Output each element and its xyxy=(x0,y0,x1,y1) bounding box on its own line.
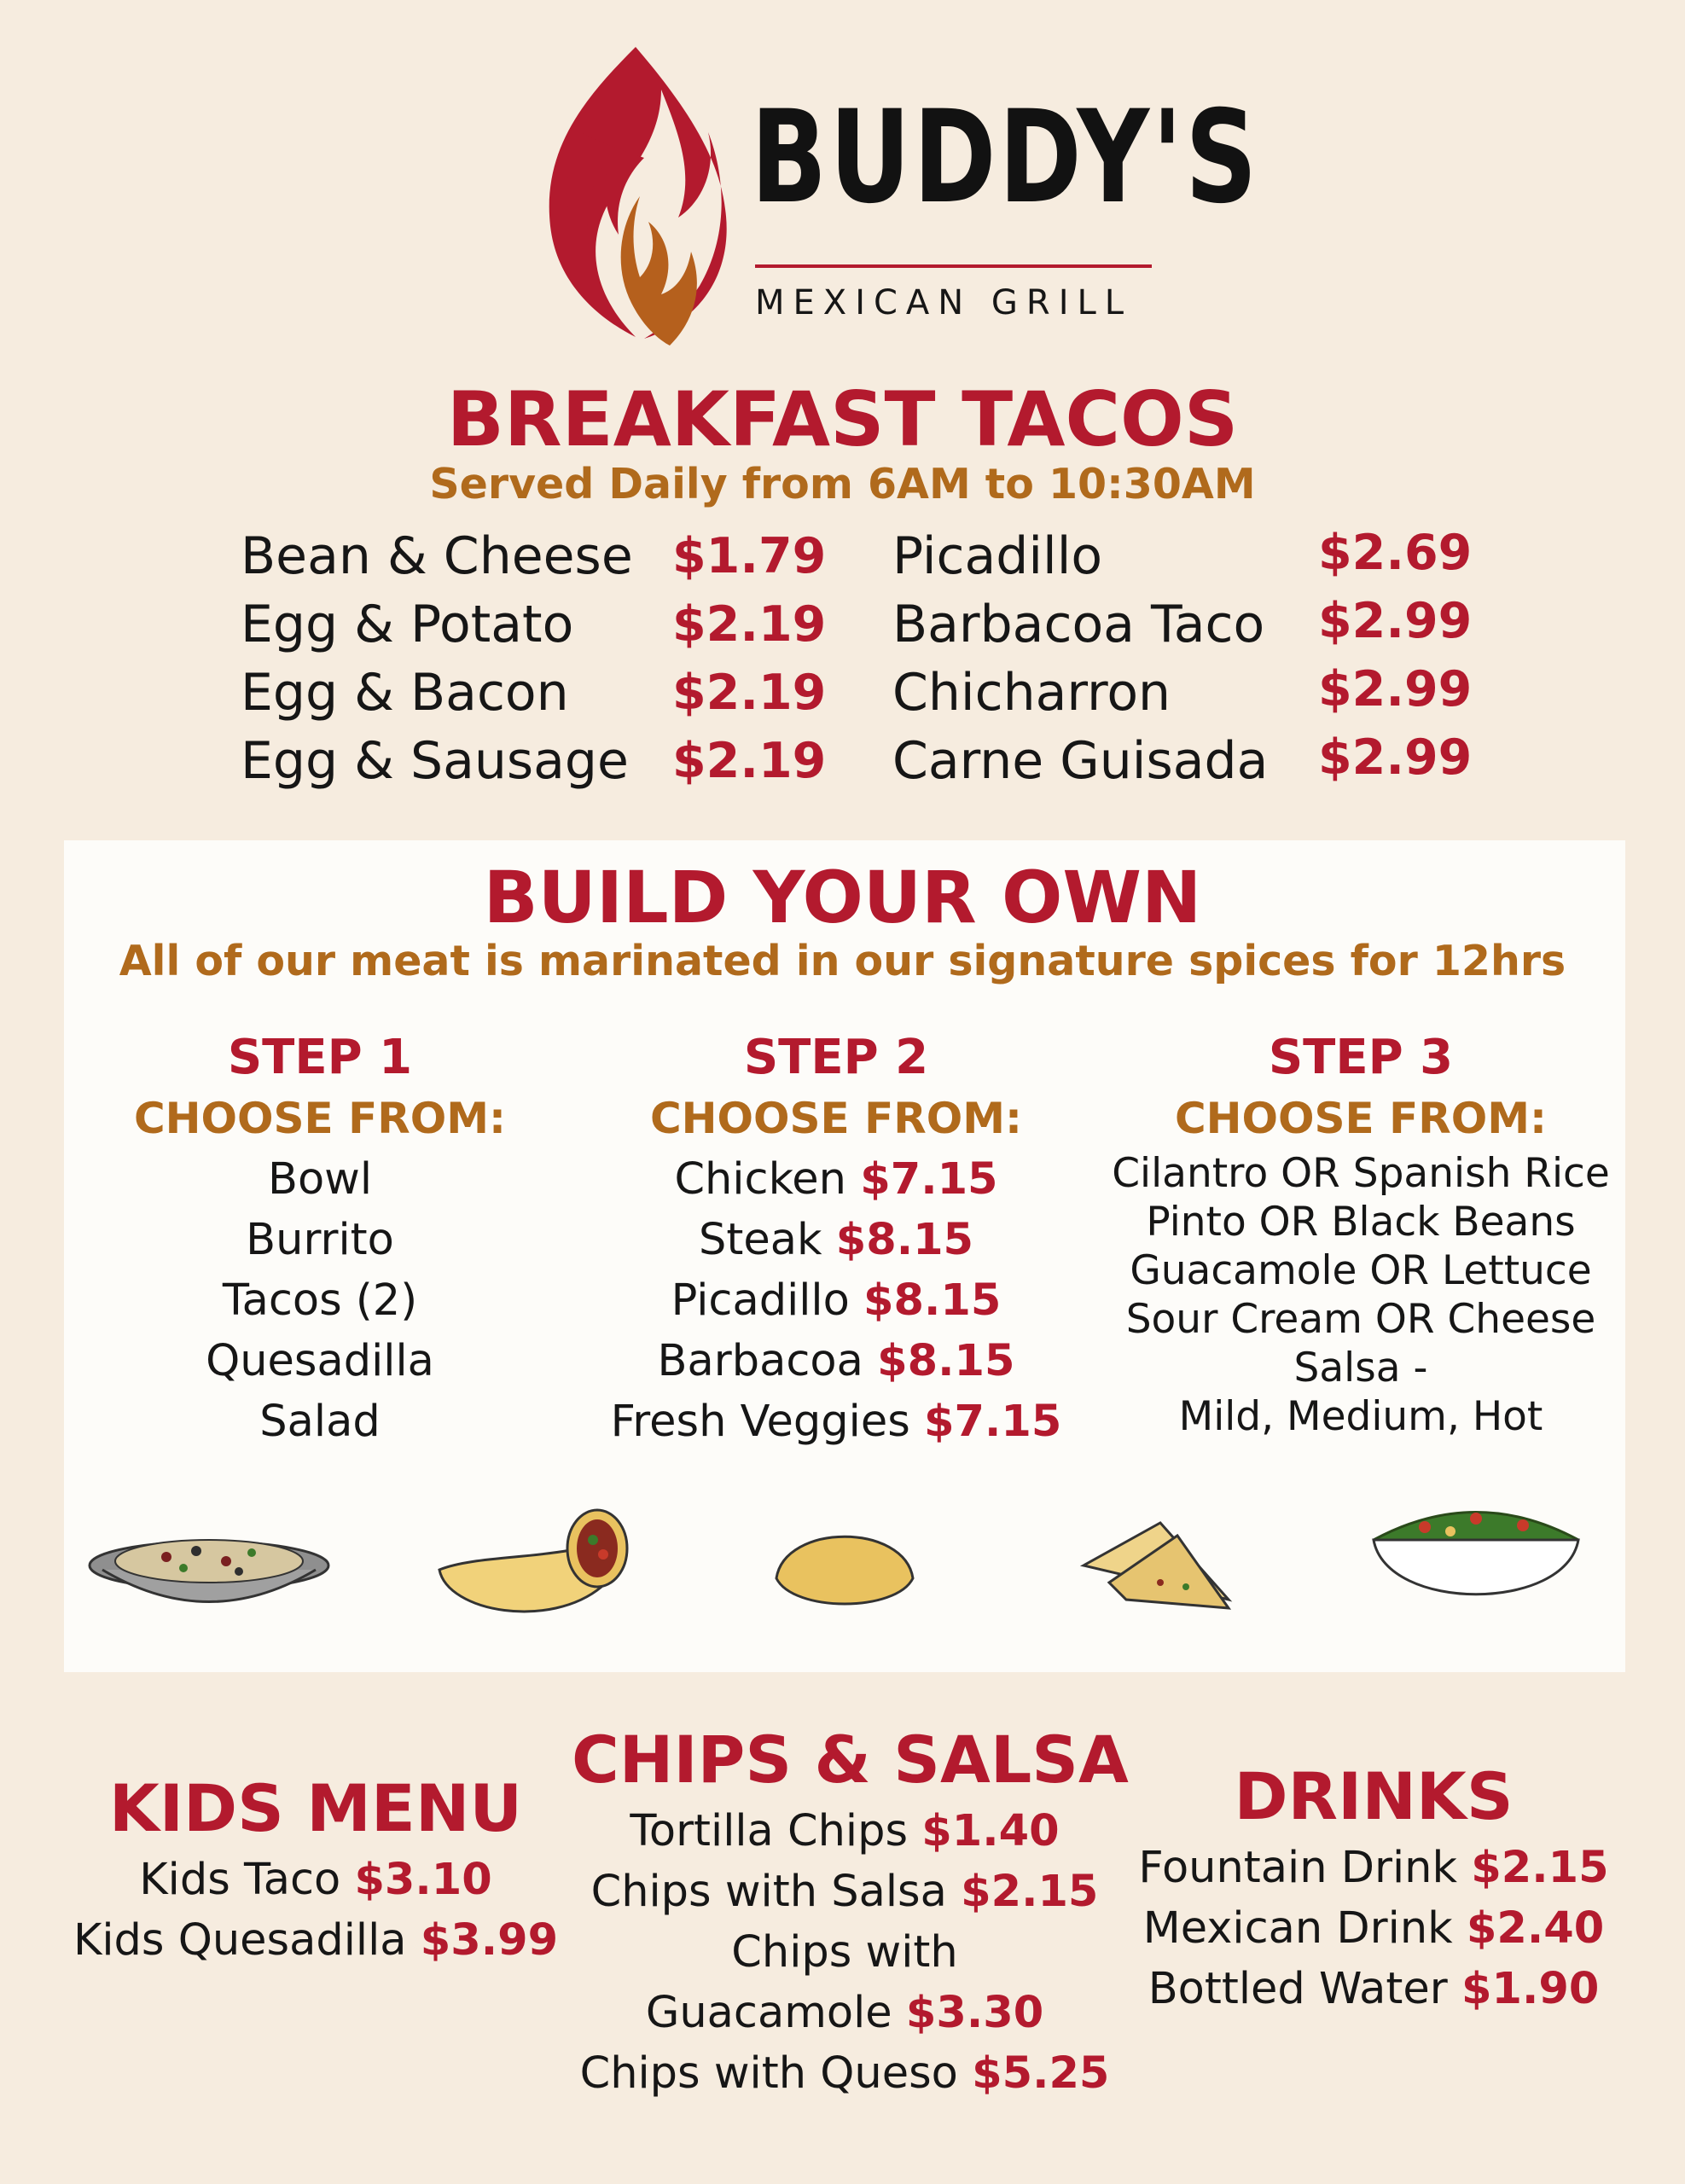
menu-item-price: $2.40 xyxy=(1466,1903,1605,1954)
list-item xyxy=(572,1862,1118,1922)
step-choose-label: CHOOSE FROM: xyxy=(1174,1094,1548,1143)
menu-item-price: $8.15 xyxy=(877,1336,1015,1386)
menu-item-price: $8.15 xyxy=(863,1275,1002,1326)
list-item xyxy=(572,1270,1101,1331)
menu-item-price: $2.69 xyxy=(1318,525,1473,581)
step-heading: STEP 3 xyxy=(1268,1030,1454,1085)
menu-item-price: $3.30 xyxy=(905,1988,1044,2038)
menu-item-name: Barbacoa xyxy=(657,1336,863,1386)
menu-item-name: Kids Taco xyxy=(139,1855,341,1905)
menu-item-price: $7.15 xyxy=(924,1397,1062,1447)
chips-salsa-menu xyxy=(572,1722,1129,2104)
menu-item-name: Salsa - xyxy=(1293,1345,1428,1391)
list-item xyxy=(1096,1246,1625,1295)
list-item xyxy=(572,1149,1101,1210)
list-item xyxy=(572,2043,1118,2104)
drinks-title: DRINKS xyxy=(1234,1758,1514,1834)
menu-item-name: Tacos (2) xyxy=(222,1275,418,1326)
list-item xyxy=(1101,1959,1647,2019)
menu-item-name: Picadillo xyxy=(671,1275,850,1326)
menu-item-name: Guacamole xyxy=(645,1988,892,2038)
quesadilla-icon xyxy=(1075,1506,1237,1617)
list-item xyxy=(55,1270,584,1331)
list-item xyxy=(572,1331,1101,1391)
list-item xyxy=(1101,1898,1647,1959)
brand-tagline: MEXICAN GRILL xyxy=(755,283,1133,322)
list-item xyxy=(1096,1392,1625,1441)
menu-item-name: Barbacoa Taco xyxy=(892,595,1265,654)
step-2-column xyxy=(572,1028,1101,1452)
list-item xyxy=(51,1850,580,1910)
menu-item-name: Chips with Queso xyxy=(579,2048,958,2099)
menu-item-price: $3.99 xyxy=(420,1915,559,1966)
breakfast-subtitle: Served Daily from 6AM to 10:30AM xyxy=(429,460,1256,508)
menu-item-price: $1.79 xyxy=(672,528,827,584)
menu-item-price: $2.19 xyxy=(672,733,827,789)
build-subtitle: All of our meat is marinated in our signature spices for 12hrs xyxy=(119,937,1566,985)
menu-item-price: $8.15 xyxy=(835,1215,974,1265)
menu-item-name: Fresh Veggies xyxy=(610,1397,910,1447)
salad-icon xyxy=(1365,1493,1587,1621)
menu-item-name: Steak xyxy=(698,1215,822,1265)
menu-item-name: Burrito xyxy=(246,1215,394,1265)
menu-item-name: Chicharron xyxy=(892,663,1171,723)
brand-name: BUDDY'S xyxy=(751,84,1260,232)
menu-item-name: Fountain Drink xyxy=(1138,1843,1458,1893)
list-item xyxy=(55,1149,584,1210)
bowl-icon xyxy=(85,1519,333,1621)
kids-title: KIDS MENU xyxy=(108,1770,523,1846)
step-choose-label: CHOOSE FROM: xyxy=(133,1094,507,1143)
flame-logo-icon xyxy=(533,38,729,350)
build-title: BUILD YOUR OWN xyxy=(483,856,1202,939)
menu-item-name: Guacamole OR Lettuce xyxy=(1130,1247,1592,1294)
list-item xyxy=(572,1210,1101,1270)
taco-icon xyxy=(768,1519,921,1621)
menu-item-price: $2.99 xyxy=(1318,729,1473,786)
breakfast-right-prices xyxy=(1318,519,1472,792)
menu-item-name: Pinto OR Black Beans xyxy=(1146,1199,1576,1246)
step-heading: STEP 1 xyxy=(227,1030,413,1085)
list-item xyxy=(572,1922,1118,1983)
list-item xyxy=(572,1391,1101,1452)
menu-item-price: $2.19 xyxy=(672,596,827,653)
step-heading: STEP 2 xyxy=(743,1030,929,1085)
menu-item-name: Mexican Drink xyxy=(1142,1903,1453,1954)
list-item xyxy=(1096,1295,1625,1344)
menu-item-name: Bowl xyxy=(267,1154,373,1205)
menu-item-price: $5.25 xyxy=(972,2048,1110,2099)
menu-item-name: Mild, Medium, Hot xyxy=(1178,1393,1543,1440)
list-item xyxy=(572,1983,1118,2043)
step-1-column xyxy=(55,1028,584,1452)
list-item xyxy=(1096,1149,1625,1198)
menu-item-price: $2.99 xyxy=(1318,593,1473,649)
menu-item-name: Egg & Sausage xyxy=(241,731,629,791)
menu-item-name: Salad xyxy=(259,1397,381,1447)
menu-item-name: Sour Cream OR Cheese xyxy=(1125,1296,1596,1343)
list-item xyxy=(572,1801,1118,1862)
list-item xyxy=(55,1391,584,1452)
menu-item-name: Egg & Bacon xyxy=(241,663,569,723)
menu-item-name: Carne Guisada xyxy=(892,731,1269,791)
menu-item-name: Tortilla Chips xyxy=(630,1806,909,1856)
menu-item-name: Cilantro OR Spanish Rice xyxy=(1112,1150,1610,1197)
menu-item-name: Quesadilla xyxy=(206,1336,434,1386)
kids-menu xyxy=(51,1770,580,1971)
chips-title: CHIPS & SALSA xyxy=(572,1722,1129,1798)
step-3-column xyxy=(1096,1028,1625,1441)
burrito-icon xyxy=(431,1502,636,1629)
menu-item-price: $3.10 xyxy=(354,1855,492,1905)
menu-item-name: Picadillo xyxy=(892,526,1103,586)
menu-item-price: $2.99 xyxy=(1318,661,1473,717)
menu-item-name: Chips with xyxy=(731,1927,958,1978)
breakfast-left-names xyxy=(241,522,633,795)
logo-divider xyxy=(755,264,1152,268)
menu-item-name: Chips with Salsa xyxy=(590,1867,947,1917)
drinks-menu xyxy=(1101,1758,1647,2019)
menu-item-name: Egg & Potato xyxy=(241,595,574,654)
list-item xyxy=(51,1910,580,1971)
list-item xyxy=(1101,1838,1647,1898)
menu-item-price: $1.40 xyxy=(921,1806,1060,1856)
menu-item-price: $2.15 xyxy=(1471,1843,1609,1893)
menu-item-name: Kids Quesadilla xyxy=(73,1915,407,1966)
list-item xyxy=(1096,1198,1625,1246)
menu-item-name: Chicken xyxy=(674,1154,846,1205)
menu-item-price: $7.15 xyxy=(860,1154,998,1205)
menu-item-price: $2.15 xyxy=(961,1867,1099,1917)
breakfast-left-prices xyxy=(672,522,826,795)
list-item xyxy=(55,1331,584,1391)
breakfast-right-names xyxy=(892,522,1268,795)
menu-item-price: $1.90 xyxy=(1461,1964,1600,2014)
list-item xyxy=(55,1210,584,1270)
list-item xyxy=(1096,1344,1625,1392)
step-choose-label: CHOOSE FROM: xyxy=(649,1094,1023,1143)
breakfast-title: BREAKFAST TACOS xyxy=(446,375,1239,463)
menu-item-price: $2.19 xyxy=(672,665,827,721)
menu-item-name: Bean & Cheese xyxy=(241,526,633,586)
menu-item-name: Bottled Water xyxy=(1148,1964,1448,2014)
